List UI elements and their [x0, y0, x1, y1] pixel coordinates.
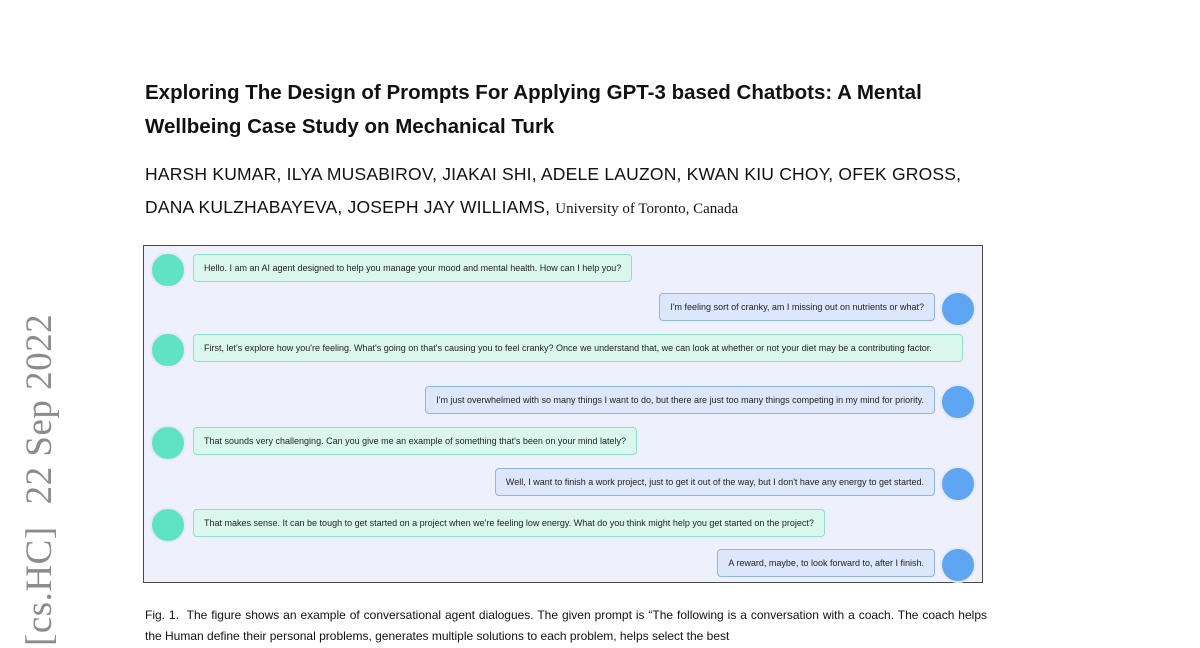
ai-message-bubble: That sounds very challenging. Can you give me an example of something that's been on your mind lately?	[193, 427, 637, 455]
figure-label: Fig. 1.	[145, 608, 179, 622]
human-avatar	[940, 384, 976, 420]
human-message-bubble: I'm feeling sort of cranky, am I missing out on nutrients or what?	[659, 293, 935, 321]
caption-text: The figure shows an example of conversational agent dialogues. The given prompt is “The following is a conversation with a coach. The coach helps the Human define their personal problems, generates multiple solutions to each problem, helps select the best	[145, 608, 987, 643]
author-names: HARSH KUMAR, ILYA MUSABIROV, JIAKAI SHI, ADELE LAUZON, KWAN KIU CHOY, OFEK GROSS, DANA KULZHABAYEVA, JOSEPH JAY WILLIAMS,	[145, 164, 962, 217]
arxiv-stamp	[18, 314, 61, 646]
chat-figure	[143, 245, 983, 583]
ai-message-bubble: Hello. I am an AI agent designed to help you manage your mood and mental health. How can I help you?	[193, 254, 632, 282]
author-affiliation: University of Toronto, Canada	[555, 201, 739, 217]
ai-avatar	[150, 252, 186, 288]
ai-avatar	[150, 507, 186, 543]
ai-avatar	[150, 332, 186, 368]
ai-message-bubble: First, let's explore how you're feeling. What's going on that's causing you to feel cranky? Once we understand that, we can look at whether or not your diet may be a contributing factor.	[193, 334, 963, 362]
chat-message-row	[144, 507, 982, 541]
author-list	[145, 158, 995, 226]
chat-message-row	[144, 466, 982, 500]
human-message-bubble: A reward, maybe, to look forward to, after I finish.	[717, 549, 935, 577]
chat-message-row	[144, 251, 982, 285]
chat-message-row	[144, 290, 982, 324]
human-avatar	[940, 466, 976, 502]
paper-title: Exploring The Design of Prompts For Applying GPT-3 based Chatbots: A Mental Wellbeing Case Study on Mechanical Turk	[145, 81, 922, 138]
figure-caption	[145, 605, 987, 647]
human-avatar	[940, 291, 976, 327]
chat-message-row	[144, 332, 982, 376]
human-avatar	[940, 547, 976, 583]
arxiv-category: [cs.HC]	[19, 526, 60, 646]
chat-message-row	[144, 384, 982, 418]
human-message-bubble: I'm just overwhelmed with so many things I want to do, but there are just too many things competing in my mind for priority.	[425, 386, 935, 414]
ai-message-bubble: That makes sense. It can be tough to get started on a project when we're feeling low energy. What do you think might help you get started on the project?	[193, 509, 825, 537]
human-message-bubble: Well, I want to finish a work project, just to get it out of the way, but I don't have any energy to get started.	[495, 468, 935, 496]
chat-message-row	[144, 547, 982, 581]
ai-avatar	[150, 425, 186, 461]
arxiv-date: 22 Sep 2022	[19, 313, 60, 505]
chat-message-row	[144, 425, 982, 459]
